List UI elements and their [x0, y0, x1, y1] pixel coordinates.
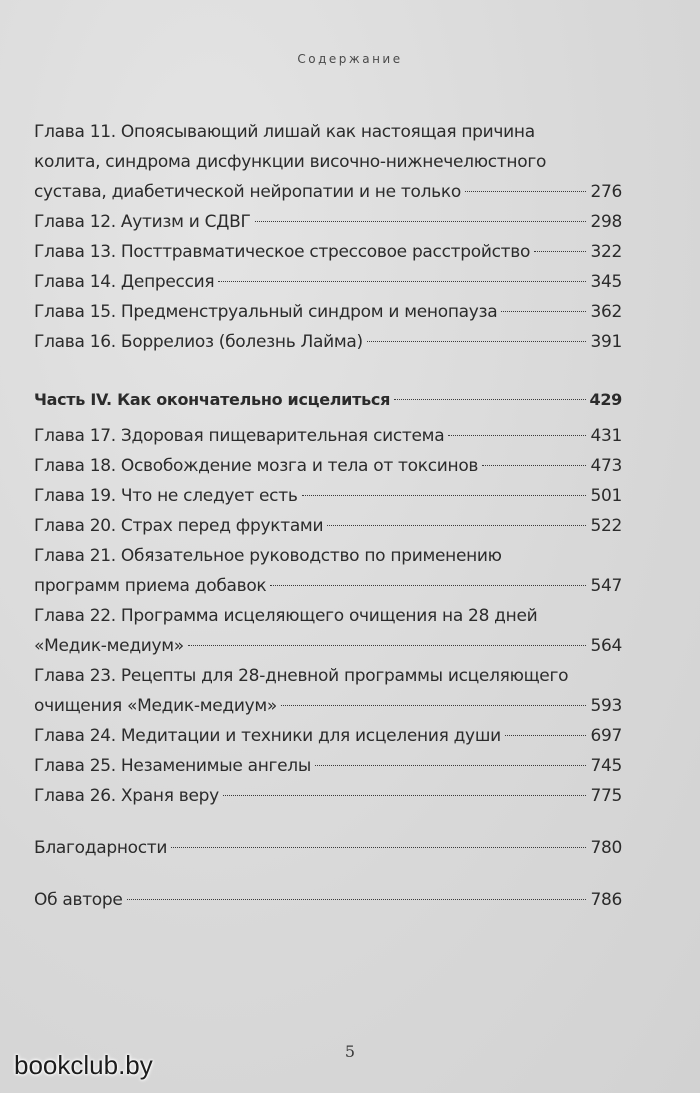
toc-group-part-4 — [34, 421, 622, 811]
table-of-contents — [34, 117, 622, 915]
toc-entry-title: Глава 17. Здоровая пищеварительная система — [34, 426, 445, 446]
toc-entry — [34, 451, 622, 481]
toc-part-title: Часть IV. Как окончательно исцелиться — [34, 390, 391, 409]
toc-entry — [34, 207, 622, 237]
toc-page-number: 786 — [590, 890, 622, 910]
toc-leader-dots — [171, 847, 586, 848]
toc-entry-title: «Медик-медиум» — [34, 636, 184, 656]
toc-entry-title: Глава 24. Медитации и техники для исцеления души — [34, 726, 501, 746]
toc-part-heading — [34, 385, 622, 415]
toc-entry-line: Глава 11. Опоясывающий лишай как настоящая причина — [34, 122, 535, 142]
toc-entry-title: Глава 26. Храня веру — [34, 786, 219, 806]
toc-page-number: 391 — [590, 332, 622, 352]
toc-entry — [34, 237, 622, 267]
toc-entry-line: Глава 21. Обязательное руководство по применению — [34, 546, 502, 566]
toc-entry — [34, 297, 622, 327]
toc-entry — [34, 511, 622, 541]
toc-entry-title: Глава 19. Что не следует есть — [34, 486, 298, 506]
toc-leader-dots — [394, 399, 585, 400]
toc-leader-dots — [505, 735, 587, 736]
page-number: 5 — [344, 1042, 356, 1061]
toc-entry — [34, 601, 622, 661]
toc-page-number: 501 — [590, 486, 622, 506]
toc-page-number: 775 — [590, 786, 622, 806]
toc-leader-dots — [367, 341, 587, 342]
toc-entry-title: Глава 12. Аутизм и СДВГ — [34, 212, 251, 232]
watermark: bookclub.by — [14, 1050, 153, 1080]
toc-entry — [34, 267, 622, 297]
toc-entry-line: Глава 22. Программа исцеляющего очищения на 28 дней — [34, 606, 538, 626]
toc-entry-title: сустава, диабетической нейропатии и не только — [34, 182, 461, 202]
toc-entry-title: очищения «Медик-медиум» — [34, 696, 277, 716]
toc-entry-title: Глава 15. Предменструальный синдром и менопауза — [34, 302, 498, 322]
toc-page-number: 593 — [590, 696, 622, 716]
toc-entry-title: Глава 20. Страх перед фруктами — [34, 516, 324, 536]
toc-page-number: 473 — [590, 456, 622, 476]
toc-page-number: 780 — [590, 838, 622, 858]
toc-entry-title: Глава 13. Посттравматическое стрессовое расстройство — [34, 242, 531, 262]
toc-acknowledgments — [34, 833, 622, 863]
toc-page-number: 547 — [590, 576, 622, 596]
toc-page-number: 564 — [590, 636, 622, 656]
toc-leader-dots — [302, 495, 587, 496]
toc-leader-dots — [501, 311, 586, 312]
toc-entry — [34, 481, 622, 511]
toc-entry — [34, 751, 622, 781]
toc-page-number: 276 — [590, 182, 622, 202]
toc-page-number: 697 — [590, 726, 622, 746]
toc-leader-dots — [255, 221, 587, 222]
toc-leader-dots — [281, 705, 586, 706]
toc-entry-title: Глава 16. Боррелиоз (болезнь Лайма) — [34, 332, 363, 352]
toc-page-number: 522 — [590, 516, 622, 536]
toc-entry-title: Благодарности — [34, 838, 168, 858]
toc-page-number: 362 — [590, 302, 622, 322]
toc-leader-dots — [465, 191, 586, 192]
toc-entry — [34, 721, 622, 751]
toc-leader-dots — [127, 899, 587, 900]
toc-leader-dots — [315, 765, 586, 766]
toc-page-number: 298 — [590, 212, 622, 232]
toc-entry-line: колита, синдрома дисфункции височно-нижнечелюстного — [34, 152, 547, 172]
running-header: Содержание — [297, 52, 403, 66]
toc-entry-title: Глава 18. Освобождение мозга и тела от токсинов — [34, 456, 479, 476]
toc-entry — [34, 661, 622, 721]
toc-leader-dots — [223, 795, 587, 796]
toc-page-number: 429 — [589, 390, 622, 409]
toc-leader-dots — [482, 465, 586, 466]
toc-leader-dots — [270, 585, 586, 586]
toc-entry — [34, 421, 622, 451]
toc-entry — [34, 117, 622, 207]
toc-leader-dots — [188, 645, 587, 646]
toc-entry — [34, 327, 622, 357]
toc-entry-title: программ приема добавок — [34, 576, 267, 596]
toc-page-number: 745 — [590, 756, 622, 776]
toc-entry — [34, 541, 622, 601]
toc-page-number: 322 — [590, 242, 622, 262]
toc-leader-dots — [218, 281, 586, 282]
toc-leader-dots — [327, 525, 586, 526]
toc-about-author — [34, 885, 622, 915]
toc-entry-title: Глава 14. Депрессия — [34, 272, 215, 292]
toc-entry-line: Глава 23. Рецепты для 28-дневной программы исцеляющего — [34, 666, 569, 686]
toc-leader-dots — [534, 251, 586, 252]
toc-entry-title: Об авторе — [34, 890, 123, 910]
toc-entry-title: Глава 25. Незаменимые ангелы — [34, 756, 311, 776]
toc-page-number: 431 — [590, 426, 622, 446]
toc-page-number: 345 — [590, 272, 622, 292]
toc-leader-dots — [448, 435, 586, 436]
toc-group-part-3 — [34, 117, 622, 357]
toc-entry — [34, 781, 622, 811]
